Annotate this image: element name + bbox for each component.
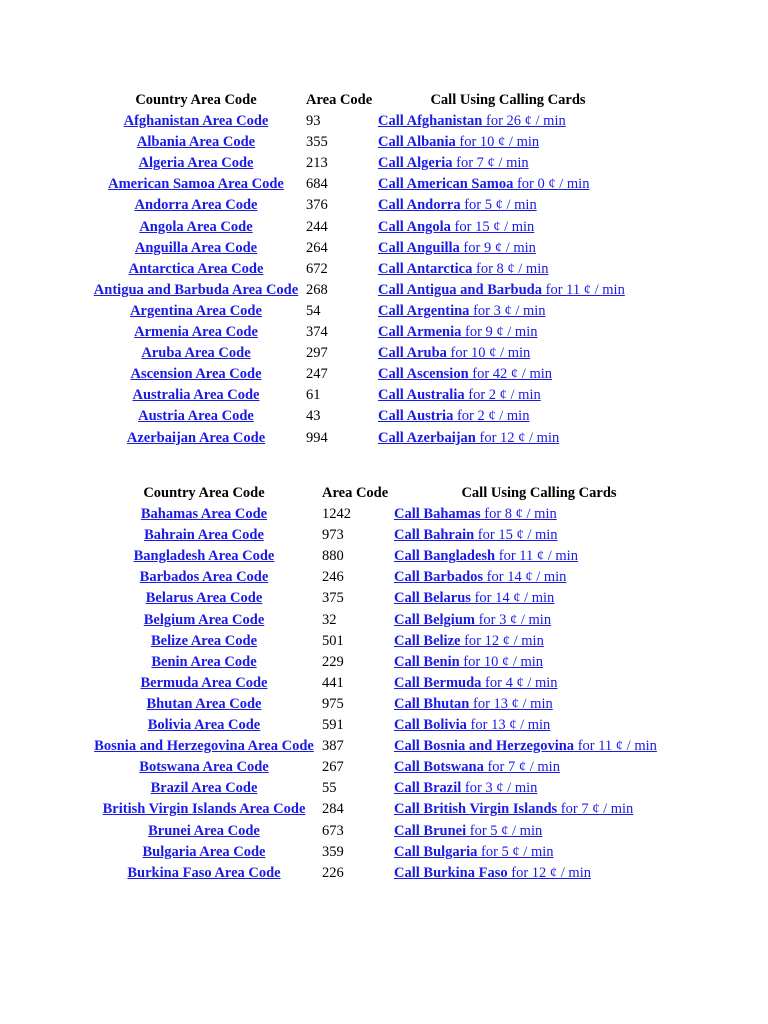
table-row: [88, 280, 640, 301]
area-code-cell: 43: [306, 408, 321, 425]
country-area-code-link[interactable]: Burkina Faso Area Code: [127, 864, 281, 881]
call-cell: [392, 588, 686, 609]
call-rate-link[interactable]: [394, 527, 558, 543]
country-area-code-link[interactable]: Antigua and Barbuda Area Code: [93, 281, 299, 298]
table-row: [88, 863, 686, 884]
country-area-code-link[interactable]: Bhutan Area Code: [146, 695, 262, 712]
country-area-code-link[interactable]: Aruba Area Code: [141, 345, 251, 362]
call-rate-link[interactable]: [394, 844, 554, 860]
call-rate-text: for 42 ¢ / min: [468, 366, 553, 383]
call-country-name: Call Antarctica: [378, 260, 473, 277]
call-rate-text: for 12 ¢ / min: [507, 864, 591, 881]
area-code-cell: 591: [322, 717, 344, 734]
call-cell: [376, 406, 640, 427]
country-cell: [88, 132, 304, 153]
country-area-code-link[interactable]: Belarus Area Code: [145, 590, 263, 607]
call-rate-link[interactable]: [378, 134, 539, 150]
call-cell: [392, 715, 686, 736]
country-cell: [88, 799, 320, 820]
country-cell: [88, 567, 320, 588]
call-cell: [392, 799, 686, 820]
call-country-name: Call Benin: [394, 653, 460, 670]
country-cell: [88, 343, 304, 364]
call-country-name: Call American Samoa: [378, 176, 514, 193]
area-code-cell: 880: [322, 548, 344, 565]
country-cell: [88, 504, 320, 525]
area-code-cell: 673: [322, 822, 344, 839]
call-cell: [376, 343, 640, 364]
table-row: [88, 588, 686, 609]
table-row: [88, 610, 686, 631]
call-rate-link[interactable]: [394, 612, 551, 628]
country-cell: [88, 238, 304, 259]
call-rate-text: for 10 ¢ / min: [446, 345, 531, 362]
area-code-cell: 246: [322, 569, 344, 586]
call-cell: [392, 525, 686, 546]
area-code-cell: 355: [306, 134, 328, 151]
call-cell: [392, 673, 686, 694]
call-country-name: Call Azerbaijan: [378, 429, 476, 446]
area-code-cell: 387: [322, 738, 344, 755]
call-rate-text: for 5 ¢ / min: [460, 197, 537, 214]
country-cell: [88, 195, 304, 216]
call-rate-link[interactable]: [378, 197, 537, 213]
table-row: [88, 504, 686, 525]
call-country-name: Call Brunei: [394, 822, 467, 839]
call-country-name: Call Bermuda: [394, 674, 482, 691]
table-row: [88, 153, 640, 174]
call-country-name: Call Bahrain: [394, 527, 475, 544]
country-cell: [88, 694, 320, 715]
call-rate-link[interactable]: [394, 569, 566, 585]
table-row: [88, 195, 640, 216]
country-cell: [88, 406, 304, 427]
country-cell: [88, 301, 304, 322]
country-area-code-link[interactable]: Bosnia and Herzegovina Area Code: [94, 738, 314, 755]
area-code-cell: 226: [322, 864, 344, 881]
area-code-cell: 501: [322, 632, 344, 649]
area-code-cell: 247: [306, 366, 328, 383]
country-area-code-link[interactable]: Albania Area Code: [136, 134, 256, 151]
call-rate-link[interactable]: [378, 303, 546, 319]
call-cell: [376, 280, 640, 301]
calling-cards-column-header: Call Using Calling Cards: [461, 485, 617, 501]
call-country-name: Call Australia: [378, 387, 465, 404]
country-cell: [88, 174, 304, 195]
call-country-name: Call Bulgaria: [394, 843, 478, 860]
call-rate-link[interactable]: [394, 823, 542, 839]
country-area-code-link[interactable]: Bahamas Area Code: [140, 506, 268, 523]
country-area-code-link[interactable]: Benin Area Code: [151, 653, 257, 670]
area-code-cell: 213: [306, 155, 328, 172]
table-row: [88, 428, 640, 449]
country-cell: [88, 757, 320, 778]
call-country-name: Call Bolivia: [394, 717, 467, 734]
call-country-name: Call Anguilla: [378, 239, 460, 256]
country-area-code-link[interactable]: Antarctica Area Code: [128, 260, 264, 277]
call-rate-text: for 13 ¢ / min: [466, 717, 551, 734]
table-row: [88, 736, 686, 757]
call-cell: [392, 652, 686, 673]
call-cell: [392, 504, 686, 525]
table-row: [88, 364, 640, 385]
call-rate-link[interactable]: [394, 738, 657, 754]
table-row: [88, 301, 640, 322]
area-code-cell: 264: [306, 239, 328, 256]
area-code-cell: 32: [322, 611, 337, 628]
country-area-code-link[interactable]: Bahrain Area Code: [144, 527, 264, 544]
call-rate-link[interactable]: [378, 282, 625, 298]
country-cell: [88, 153, 304, 174]
country-area-code-link[interactable]: Bulgaria Area Code: [142, 843, 266, 860]
table-row: [88, 385, 640, 406]
country-area-code-link[interactable]: Barbados Area Code: [139, 569, 269, 586]
country-area-code-link[interactable]: Andorra Area Code: [134, 197, 258, 214]
area-code-cell: 284: [322, 801, 344, 818]
call-cell: [376, 217, 640, 238]
call-rate-link[interactable]: [394, 780, 537, 796]
country-area-code-link[interactable]: Anguilla Area Code: [134, 239, 258, 256]
table-row: [88, 821, 686, 842]
call-rate-text: for 9 ¢ / min: [461, 324, 538, 341]
call-cell: [376, 153, 640, 174]
area-code-cell: 297: [306, 345, 328, 362]
country-cell: [88, 364, 304, 385]
area-code-table-a: [88, 90, 640, 449]
area-code-cell: 61: [306, 387, 321, 404]
country-cell: [88, 631, 320, 652]
table-row: [88, 631, 686, 652]
call-cell: [376, 364, 640, 385]
country-cell: [88, 322, 304, 343]
call-country-name: Call Algeria: [378, 155, 453, 172]
call-cell: [392, 546, 686, 567]
call-country-name: Call Albania: [378, 134, 456, 151]
call-rate-link[interactable]: [378, 324, 538, 340]
calling-cards-column-header: Call Using Calling Cards: [430, 92, 586, 108]
call-rate-text: for 26 ¢ / min: [482, 113, 566, 130]
call-rate-link[interactable]: [378, 113, 566, 129]
call-cell: [392, 842, 686, 863]
call-country-name: Call Argentina: [378, 302, 470, 319]
call-rate-link[interactable]: [394, 506, 557, 522]
country-column-header: Country Area Code: [143, 485, 265, 501]
area-code-cell: 374: [306, 324, 328, 341]
country-area-code-link[interactable]: Brunei Area Code: [148, 822, 260, 839]
call-rate-text: for 5 ¢ / min: [477, 843, 554, 860]
call-rate-link[interactable]: [394, 675, 558, 691]
call-country-name: Call Austria: [378, 408, 454, 425]
country-area-code-link[interactable]: Brazil Area Code: [150, 780, 258, 797]
call-rate-link[interactable]: [378, 240, 536, 256]
country-area-code-link[interactable]: Bolivia Area Code: [147, 717, 261, 734]
call-cell: [376, 132, 640, 153]
call-country-name: Call Armenia: [378, 324, 462, 341]
area-code-cell: 975: [322, 695, 344, 712]
call-rate-text: for 7 ¢ / min: [483, 759, 560, 776]
country-area-code-link[interactable]: Belgium Area Code: [143, 611, 265, 628]
area-code-cell: 973: [322, 527, 344, 544]
call-rate-link[interactable]: [378, 408, 529, 424]
country-cell: [88, 280, 304, 301]
call-rate-link[interactable]: [394, 696, 553, 712]
country-cell: [88, 736, 320, 757]
table-row: [88, 799, 686, 820]
call-country-name: Call Belize: [394, 632, 461, 649]
call-rate-link[interactable]: [394, 633, 544, 649]
call-rate-text: for 11 ¢ / min: [495, 548, 578, 565]
call-rate-text: for 9 ¢ / min: [459, 239, 536, 256]
call-cell: [376, 428, 640, 449]
country-cell: [88, 525, 320, 546]
table-row: [88, 343, 640, 364]
call-rate-text: for 14 ¢ / min: [470, 590, 555, 607]
call-cell: [392, 567, 686, 588]
country-cell: [88, 610, 320, 631]
call-rate-text: for 15 ¢ / min: [450, 218, 535, 235]
country-cell: [88, 588, 320, 609]
call-country-name: Call Belgium: [394, 611, 475, 628]
area-code-cell: 229: [322, 653, 344, 670]
area-code-column-header: Area Code: [306, 92, 373, 108]
area-code-cell: 244: [306, 218, 328, 235]
call-rate-text: for 7 ¢ / min: [557, 801, 634, 818]
call-cell: [376, 174, 640, 195]
country-cell: [88, 842, 320, 863]
call-country-name: Call Burkina Faso: [394, 864, 508, 881]
area-code-cell: 376: [306, 197, 328, 214]
call-cell: [376, 301, 640, 322]
table-row: [88, 567, 686, 588]
country-area-code-link[interactable]: Ascension Area Code: [130, 366, 262, 383]
table-row: [88, 132, 640, 153]
area-code-cell: 1242: [322, 506, 351, 523]
country-area-code-link[interactable]: Argentina Area Code: [130, 302, 262, 319]
country-area-code-link[interactable]: Bangladesh Area Code: [133, 548, 275, 565]
country-cell: [88, 428, 304, 449]
call-rate-text: for 14 ¢ / min: [483, 569, 567, 586]
table-row: [88, 778, 686, 799]
call-cell: [376, 238, 640, 259]
area-code-table-b: [88, 483, 686, 884]
call-country-name: Call Brazil: [394, 780, 462, 797]
call-rate-text: for 11 ¢ / min: [574, 738, 657, 755]
country-area-code-link[interactable]: Australia Area Code: [132, 387, 260, 404]
call-rate-link[interactable]: [394, 801, 633, 817]
call-cell: [392, 694, 686, 715]
table-row: [88, 217, 640, 238]
call-rate-text: for 11 ¢ / min: [542, 281, 625, 298]
call-country-name: Call Belarus: [394, 590, 471, 607]
call-country-name: Call Afghanistan: [378, 113, 483, 130]
table-row: [88, 673, 686, 694]
call-rate-text: for 2 ¢ / min: [464, 387, 541, 404]
call-rate-link[interactable]: [394, 759, 560, 775]
call-rate-text: for 7 ¢ / min: [452, 155, 529, 172]
call-rate-link[interactable]: [394, 717, 550, 733]
country-cell: [88, 821, 320, 842]
area-code-cell: 441: [322, 674, 344, 691]
call-rate-text: for 13 ¢ / min: [469, 695, 553, 712]
call-country-name: Call Bangladesh: [394, 548, 496, 565]
call-rate-text: for 5 ¢ / min: [466, 822, 543, 839]
table-body: [88, 111, 640, 449]
call-rate-link[interactable]: [378, 366, 552, 382]
call-cell: [376, 322, 640, 343]
table-body: [88, 504, 686, 884]
area-code-cell: 55: [322, 780, 337, 797]
table-row: [88, 259, 640, 280]
country-cell: [88, 715, 320, 736]
call-rate-link[interactable]: [378, 345, 530, 361]
call-country-name: Call Ascension: [378, 366, 469, 383]
call-rate-text: for 3 ¢ / min: [461, 780, 538, 797]
call-cell: [376, 195, 640, 216]
table-row: [88, 652, 686, 673]
table-row: [88, 238, 640, 259]
country-area-code-link[interactable]: Botswana Area Code: [139, 759, 269, 776]
call-cell: [392, 863, 686, 884]
call-country-name: Call Bhutan: [394, 695, 470, 712]
call-country-name: Call Antigua and Barbuda: [378, 281, 542, 298]
country-cell: [88, 673, 320, 694]
area-code-cell: 672: [306, 260, 328, 277]
call-rate-text: for 3 ¢ / min: [474, 611, 552, 628]
table-row: [88, 757, 686, 778]
country-cell: [88, 652, 320, 673]
country-area-code-link[interactable]: Angola Area Code: [139, 218, 253, 235]
call-cell: [392, 778, 686, 799]
call-rate-link[interactable]: [378, 261, 549, 277]
call-rate-link[interactable]: [394, 590, 554, 606]
table-row: [88, 174, 640, 195]
area-code-cell: 93: [306, 113, 321, 130]
call-rate-text: for 10 ¢ / min: [455, 134, 540, 151]
call-rate-link[interactable]: [378, 387, 541, 403]
country-cell: [88, 259, 304, 280]
call-country-name: Call Bahamas: [394, 506, 481, 523]
call-rate-link[interactable]: [378, 176, 589, 192]
call-rate-text: for 15 ¢ / min: [474, 527, 558, 544]
country-area-code-link[interactable]: Azerbaijan Area Code: [126, 429, 266, 446]
country-cell: [88, 385, 304, 406]
country-cell: [88, 217, 304, 238]
call-cell: [376, 385, 640, 406]
call-rate-link[interactable]: [378, 155, 529, 171]
country-cell: [88, 546, 320, 567]
country-area-code-link[interactable]: Armenia Area Code: [134, 324, 258, 341]
call-rate-text: for 8 ¢ / min: [480, 506, 557, 523]
table-row: [88, 715, 686, 736]
call-country-name: Call Andorra: [378, 197, 461, 214]
country-area-code-link[interactable]: Algeria Area Code: [138, 155, 254, 172]
call-rate-text: for 8 ¢ / min: [472, 260, 549, 277]
call-rate-text: for 2 ¢ / min: [453, 408, 530, 425]
call-cell: [376, 259, 640, 280]
area-code-cell: 54: [306, 302, 321, 319]
call-rate-text: for 0 ¢ / min: [513, 176, 590, 193]
area-code-cell: 994: [306, 429, 328, 446]
table-row: [88, 111, 640, 132]
area-code-cell: 359: [322, 843, 344, 860]
table-row: [88, 546, 686, 567]
call-cell: [392, 757, 686, 778]
call-rate-link[interactable]: [394, 548, 578, 564]
call-rate-text: for 10 ¢ / min: [459, 653, 544, 670]
call-cell: [392, 821, 686, 842]
call-cell: [392, 736, 686, 757]
call-country-name: Call Botswana: [394, 759, 484, 776]
country-cell: [88, 863, 320, 884]
table-row: [88, 842, 686, 863]
country-cell: [88, 778, 320, 799]
call-cell: [376, 111, 640, 132]
area-code-cell: 267: [322, 759, 344, 776]
call-country-name: Call Barbados: [394, 569, 484, 586]
table-row: [88, 694, 686, 715]
table-header-row: [88, 90, 640, 111]
call-cell: [392, 610, 686, 631]
area-code-column-header: Area Code: [322, 485, 389, 501]
country-area-code-link[interactable]: American Samoa Area Code: [108, 176, 284, 193]
country-column-header: Country Area Code: [135, 92, 257, 108]
country-area-code-link[interactable]: Belize Area Code: [150, 632, 258, 649]
call-country-name: Call Angola: [378, 218, 451, 235]
call-rate-link[interactable]: [394, 654, 543, 670]
table-row: [88, 525, 686, 546]
table-row: [88, 406, 640, 427]
table-row: [88, 322, 640, 343]
call-rate-text: for 12 ¢ / min: [460, 632, 544, 649]
call-rate-text: for 12 ¢ / min: [475, 429, 560, 446]
area-code-cell: 684: [306, 176, 328, 193]
call-country-name: Call Aruba: [378, 345, 447, 362]
country-area-code-link[interactable]: Bermuda Area Code: [140, 674, 268, 691]
country-area-code-link[interactable]: Austria Area Code: [138, 408, 254, 425]
area-code-cell: 268: [306, 281, 328, 298]
call-cell: [392, 631, 686, 652]
country-area-code-link[interactable]: Afghanistan Area Code: [123, 113, 269, 130]
country-area-code-link[interactable]: British Virgin Islands Area Code: [102, 801, 306, 818]
area-code-cell: 375: [322, 590, 344, 607]
table-header-row: [88, 483, 686, 504]
call-country-name: Call British Virgin Islands: [394, 801, 558, 818]
call-rate-link[interactable]: [394, 865, 591, 881]
call-rate-text: for 3 ¢ / min: [469, 302, 546, 319]
country-cell: [88, 111, 304, 132]
call-country-name: Call Bosnia and Herzegovina: [394, 738, 575, 755]
call-rate-link[interactable]: [378, 430, 559, 446]
call-rate-text: for 4 ¢ / min: [481, 674, 558, 691]
call-rate-link[interactable]: [378, 219, 534, 235]
